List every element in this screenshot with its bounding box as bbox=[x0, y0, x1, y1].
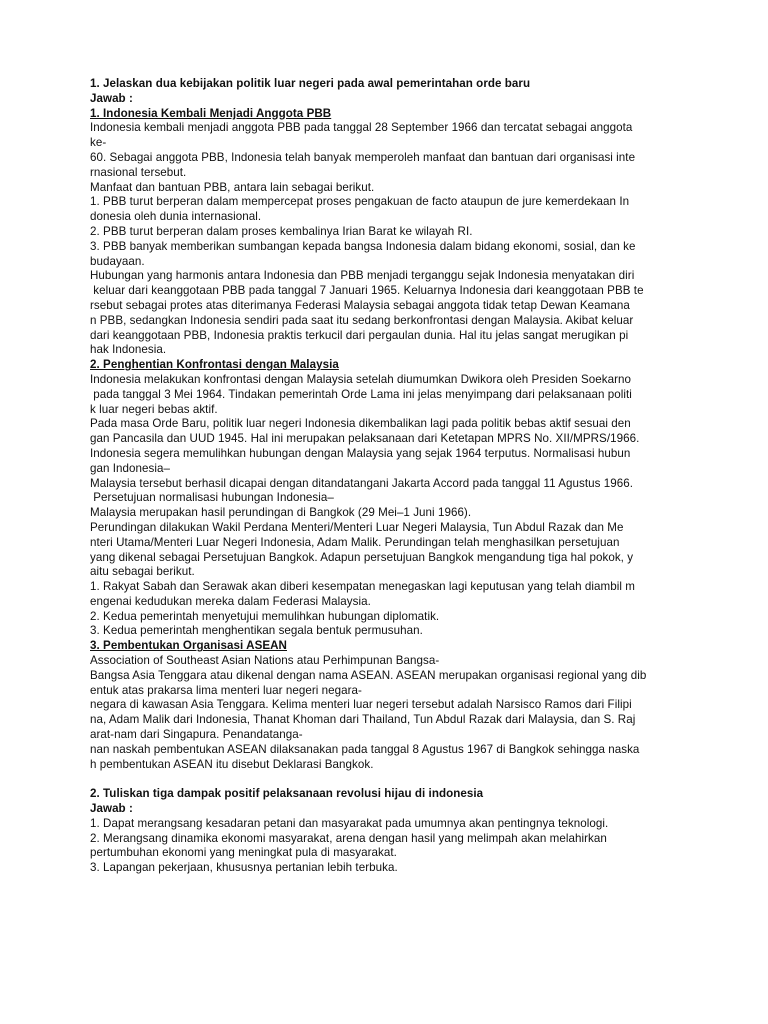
paragraph-line: nan naskah pembentukan ASEAN dilaksanakan pada tanggal 8 Agustus 1967 di Bangkok sehingga naska bbox=[90, 742, 640, 756]
document-page bbox=[90, 77, 690, 876]
paragraph-line: n PBB, sedangkan Indonesia sendiri pada saat itu sedang berkonfrontasi dengan Malaysia. Akibat keluar bbox=[90, 313, 634, 327]
paragraph-line: keluar dari keanggotaan PBB pada tanggal 7 Januari 1965. Keluarnya Indonesia dari keanggotaan PBB te bbox=[90, 284, 644, 298]
answer-label-1: Jawab : bbox=[90, 91, 133, 105]
question-1-block bbox=[90, 77, 690, 772]
paragraph-line: pada tanggal 3 Mei 1964. Tindakan pemerintah Orde Lama ini jelas menyimpang dari pelaksanaan politi bbox=[90, 387, 632, 401]
paragraph-line: 60. Sebagai anggota PBB, Indonesia telah banyak memperoleh manfaat dan bantuan dari organisasi inte bbox=[90, 150, 636, 164]
answer-2-lines bbox=[90, 817, 690, 876]
question-2-text: 2. Tuliskan tiga dampak positif pelaksanaan revolusi hijau di indonesia bbox=[90, 787, 484, 801]
paragraph-line: Manfaat dan bantuan PBB, antara lain sebagai berikut. bbox=[90, 180, 375, 194]
paragraph-line: Perundingan dilakukan Wakil Perdana Menteri/Menteri Luar Negeri Malaysia, Tun Abdul Razak dan Me bbox=[90, 520, 624, 534]
paragraph-line: Hubungan yang harmonis antara Indonesia dan PBB menjadi terganggu sejak Indonesia menyatakan diri bbox=[90, 269, 635, 283]
paragraph-line: gan Pancasila dan UUD 1945. Hal ini merupakan pelaksanaan dari Ketetapan MPRS No. XII/MPRS/1966. bbox=[90, 432, 640, 446]
answer-item-line: 1. Dapat merangsang kesadaran petani dan masyarakat pada umumnya akan pentingnya teknologi. bbox=[90, 816, 609, 830]
paragraph-line: gan Indonesia– bbox=[90, 461, 170, 475]
paragraph-line: Association of Southeast Asian Nations atau Perhimpunan Bangsa- bbox=[90, 654, 440, 668]
paragraph-line: aitu sebagai berikut. bbox=[90, 565, 195, 579]
paragraph-line: rnasional tersebut. bbox=[90, 165, 187, 179]
paragraph-line: 1. Rakyat Sabah dan Serawak akan diberi kesempatan menegaskan lagi keputusan yang telah diambil m bbox=[90, 580, 635, 594]
section-heading: 1. Indonesia Kembali Menjadi Anggota PBB bbox=[90, 106, 332, 120]
answer-item-line: pertumbuhan ekonomi yang meningkat pula di masyarakat. bbox=[90, 846, 397, 860]
paragraph-line: Persetujuan normalisasi hubungan Indonesia– bbox=[90, 491, 334, 505]
paragraph-line: Malaysia tersebut berhasil dicapai dengan ditandatangani Jakarta Accord pada tanggal 11 Agustus 1966. bbox=[90, 476, 634, 490]
paragraph-line: ke- bbox=[90, 136, 107, 150]
question-2-block bbox=[90, 787, 690, 876]
paragraph-line: 3. Kedua pemerintah menghentikan segala bentuk permusuhan. bbox=[90, 624, 423, 638]
paragraph-line: budayaan. bbox=[90, 254, 145, 268]
paragraph-line: na, Adam Malik dari Indonesia, Thanat Khoman dari Thailand, Tun Abdul Razak dari Malaysia, dan S. Raj bbox=[90, 713, 636, 727]
paragraph-line: nteri Utama/Menteri Luar Negeri Indonesia, Adam Malik. Perundingan telah menghasilkan persetujuan bbox=[90, 535, 620, 549]
paragraph-line: engenai kedudukan mereka dalam Federasi Malaysia. bbox=[90, 594, 371, 608]
paragraph-line: arat-nam dari Singapura. Penandatanga- bbox=[90, 728, 303, 742]
paragraph-line: dari keanggotaan PBB, Indonesia praktis terkucil dari pergaulan dunia. Hal itu jelas sangat merugikan pi bbox=[90, 328, 629, 342]
paragraph-line: 2. Kedua pemerintah menyetujui memulihkan hubungan diplomatik. bbox=[90, 609, 440, 623]
paragraph-line: yang dikenal sebagai Persetujuan Bangkok. Adapun persetujuan Bangkok mengandung tiga hal pokok, y bbox=[90, 550, 634, 564]
paragraph-line: 3. PBB banyak memberikan sumbangan kepada bangsa Indonesia dalam bidang ekonomi, sosial, dan ke bbox=[90, 239, 636, 253]
paragraph-line: hak Indonesia. bbox=[90, 343, 167, 357]
spacer bbox=[90, 772, 690, 787]
paragraph-line: Indonesia kembali menjadi anggota PBB pada tanggal 28 September 1966 dan tercatat sebagai anggota bbox=[90, 121, 633, 135]
paragraph-line: 1. PBB turut berperan dalam mempercepat proses pengakuan de facto ataupun de jure kemerdekaan In bbox=[90, 195, 630, 209]
paragraph-line: Pada masa Orde Baru, politik luar negeri Indonesia dikembalikan lagi pada politik bebas aktif sesuai den bbox=[90, 417, 631, 431]
section-heading: 3. Pembentukan Organisasi ASEAN bbox=[90, 639, 287, 653]
answer-label-2: Jawab : bbox=[90, 802, 133, 816]
paragraph-line: entuk atas prakarsa lima menteri luar negeri negara- bbox=[90, 683, 362, 697]
paragraph-line: rsebut sebagai protes atas diterimanya Federasi Malaysia sebagai anggota tidak tetap Dewan Keamana bbox=[90, 298, 630, 312]
paragraph-line: Malaysia merupakan hasil perundingan di Bangkok (29 Mei–1 Juni 1966). bbox=[90, 506, 472, 520]
paragraph-line: Bangsa Asia Tenggara atau dikenal dengan nama ASEAN. ASEAN merupakan organisasi regional yang dib bbox=[90, 668, 647, 682]
answer-1-sections bbox=[90, 107, 690, 773]
question-1-text: 1. Jelaskan dua kebijakan politik luar negeri pada awal pemerintahan orde baru bbox=[90, 77, 531, 90]
paragraph-line: negara di kawasan Asia Tenggara. Kelima menteri luar negeri tersebut adalah Narsisco Ramos dari Filipi bbox=[90, 698, 632, 712]
section-heading: 2. Penghentian Konfrontasi dengan Malaysia bbox=[90, 358, 339, 372]
paragraph-line: donesia oleh dunia internasional. bbox=[90, 210, 262, 224]
paragraph-line: h pembentukan ASEAN itu disebut Deklarasi Bangkok. bbox=[90, 757, 374, 771]
answer-item-line: 3. Lapangan pekerjaan, khususnya pertanian lebih terbuka. bbox=[90, 861, 398, 875]
answer-item-line: 2. Merangsang dinamika ekonomi masyarakat, arena dengan hasil yang melimpah akan melahirkan bbox=[90, 831, 607, 845]
paragraph-line: k luar negeri bebas aktif. bbox=[90, 402, 218, 416]
paragraph-line: Indonesia segera memulihkan hubungan dengan Malaysia yang sejak 1964 terputus. Normalisasi hubun bbox=[90, 446, 631, 460]
paragraph-line: Indonesia melakukan konfrontasi dengan Malaysia setelah diumumkan Dwikora oleh Presiden Soekarno bbox=[90, 372, 631, 386]
paragraph-line: 2. PBB turut berperan dalam proses kembalinya Irian Barat ke wilayah RI. bbox=[90, 224, 473, 238]
